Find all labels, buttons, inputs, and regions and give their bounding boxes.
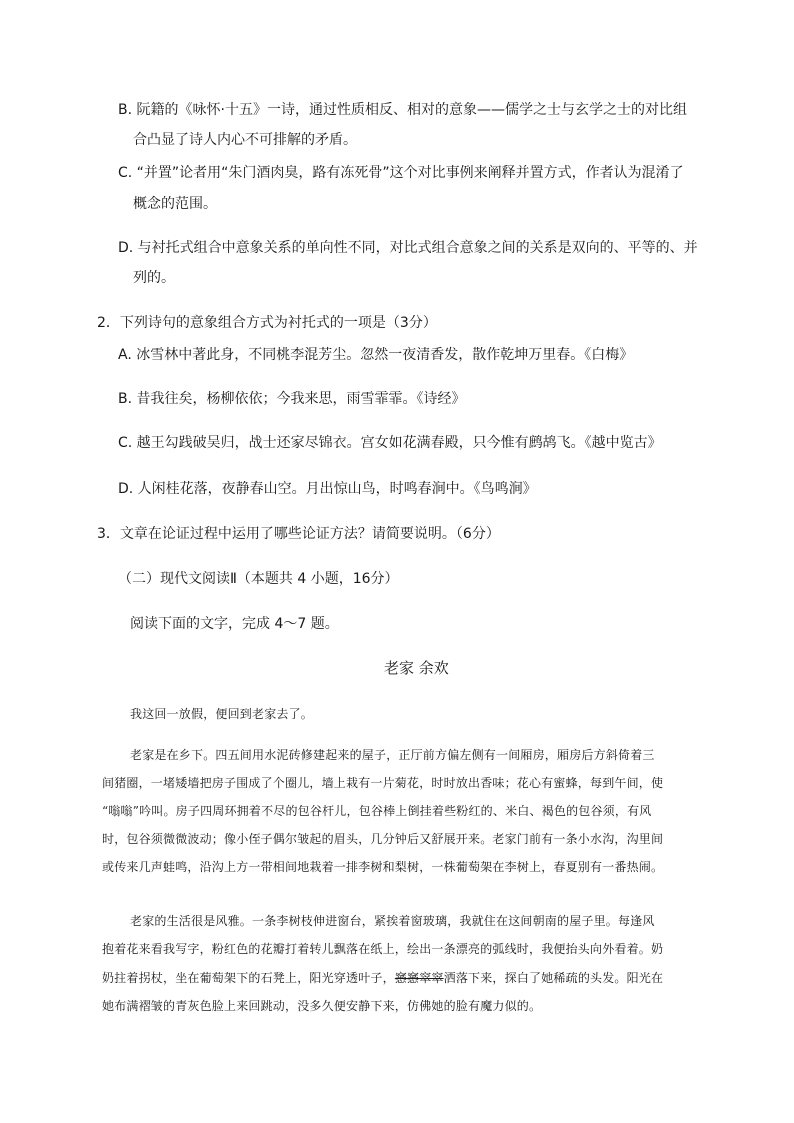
story-paragraph-3-line-4: 她布满褶皱的青灰色脸上来回跳动，没多久便安静下来，仿佛她的脸有魔力似的。 <box>102 999 542 1013</box>
story-paragraph-1: 我这回一放假，便回到老家去了。 <box>130 707 314 721</box>
q1-option-d-line1: D. 与衬托式组合中意象关系的单向性不同，对比式组合意象之间的关系是双向的、平等的、并 <box>118 240 698 256</box>
story-paragraph-3-line-2: 抱着花来看我写字，粉红色的花瓣打着转儿飘落在纸上，绘出一条漂亮的弧线时，我便抬头向外看着。奶 <box>102 942 664 956</box>
question-3-stem: 3．文章在论证过程中运用了哪些论证方法？请简要说明。（6分） <box>97 526 500 542</box>
section-2-heading: （二）现代文阅读Ⅱ（本题共 4 小题，16分） <box>118 571 399 587</box>
story-title: 老家 余欢 <box>384 659 449 677</box>
question-2-option-c: C. 越王勾践破吴归，战士还家尽锦衣。宫女如花满春殿，只今惟有鹧鸪飞。《越中览古》 <box>118 435 662 451</box>
q1-option-d-line2: 列的。 <box>133 270 175 286</box>
story-text-segment: 奶拄着拐杖，坐在葡萄架下的石凳上，阳光穿透叶子， <box>102 971 395 985</box>
q1-option-c-line2: 概念的范围。 <box>133 196 217 212</box>
q1-option-c-line1: C. “并置”论者用“朱门酒肉臭，路有冻死骨”这个对比事例来阐释并置方式，作者认为混淆了 <box>118 165 684 181</box>
story-paragraph-2-line-5: 或传来几声蛙鸣，沿沟上方一带相间地栽着一排李树和梨树，一株葡萄架在李树上，春夏别有一番热闹。 <box>102 860 664 874</box>
question-2-option-b: B. 昔我往矣，杨柳依依；今我来思，雨雪霏霏。《诗经》 <box>118 391 466 407</box>
q1-option-b-line1: B. 阮籍的《咏怀·十五》一诗，通过性质相反、相对的意象——儒学之士与玄学之士的对比组 <box>118 102 687 118</box>
struck-through-word: 窸窸窣窣 <box>394 971 444 985</box>
question-2-option-d: D. 人闲桂花落，夜静春山空。月出惊山鸟，时鸣春涧中。《鸟鸣涧》 <box>118 481 537 497</box>
story-text-segment: 洒落下来，探白了她稀疏的头发。阳光在 <box>443 971 664 985</box>
question-2-stem: 2．下列诗句的意象组合方式为衬托式的一项是（3分） <box>97 315 437 331</box>
story-paragraph-3-line-3 <box>102 969 663 987</box>
story-paragraph-3-line-1: 老家的生活很是风雅。一条李树枝伸进窗台，紧挨着窗玻璃，我就住在这间朝南的屋子里。每逢风 <box>130 914 655 928</box>
q1-option-b-line2: 合凸显了诗人内心不可排解的矛盾。 <box>133 132 357 148</box>
story-paragraph-2-line-3: “嗡嗡”吟叫。房子四周环拥着不尽的包谷杆儿，包谷棒上倒挂着些粉红的、米白、褐色的包谷须，有风 <box>102 804 652 818</box>
section-2-instruction: 阅读下面的文字，完成 4～7 题。 <box>130 616 339 632</box>
story-paragraph-2-line-1: 老家是在乡下。四五间用水泥砖修建起来的屋子，正厅前方偏左侧有一间厢房，厢房后方斜倚着三 <box>130 748 655 762</box>
story-paragraph-2-line-2: 间猪圈，一堵矮墙把房子围成了个圈儿，墙上栽有一片菊花，时时放出香味；花心有蜜蜂，每到午间，使 <box>102 776 664 790</box>
question-2-option-a: A. 冰雪林中著此身，不同桃李混芳尘。忽然一夜清香发，散作乾坤万里春。《白梅》 <box>118 347 634 363</box>
story-paragraph-2-line-4: 时，包谷须微微波动；像小侄子偶尔皱起的眉头，几分钟后又舒展开来。老家门前有一条小水沟，沟里间 <box>102 832 664 846</box>
